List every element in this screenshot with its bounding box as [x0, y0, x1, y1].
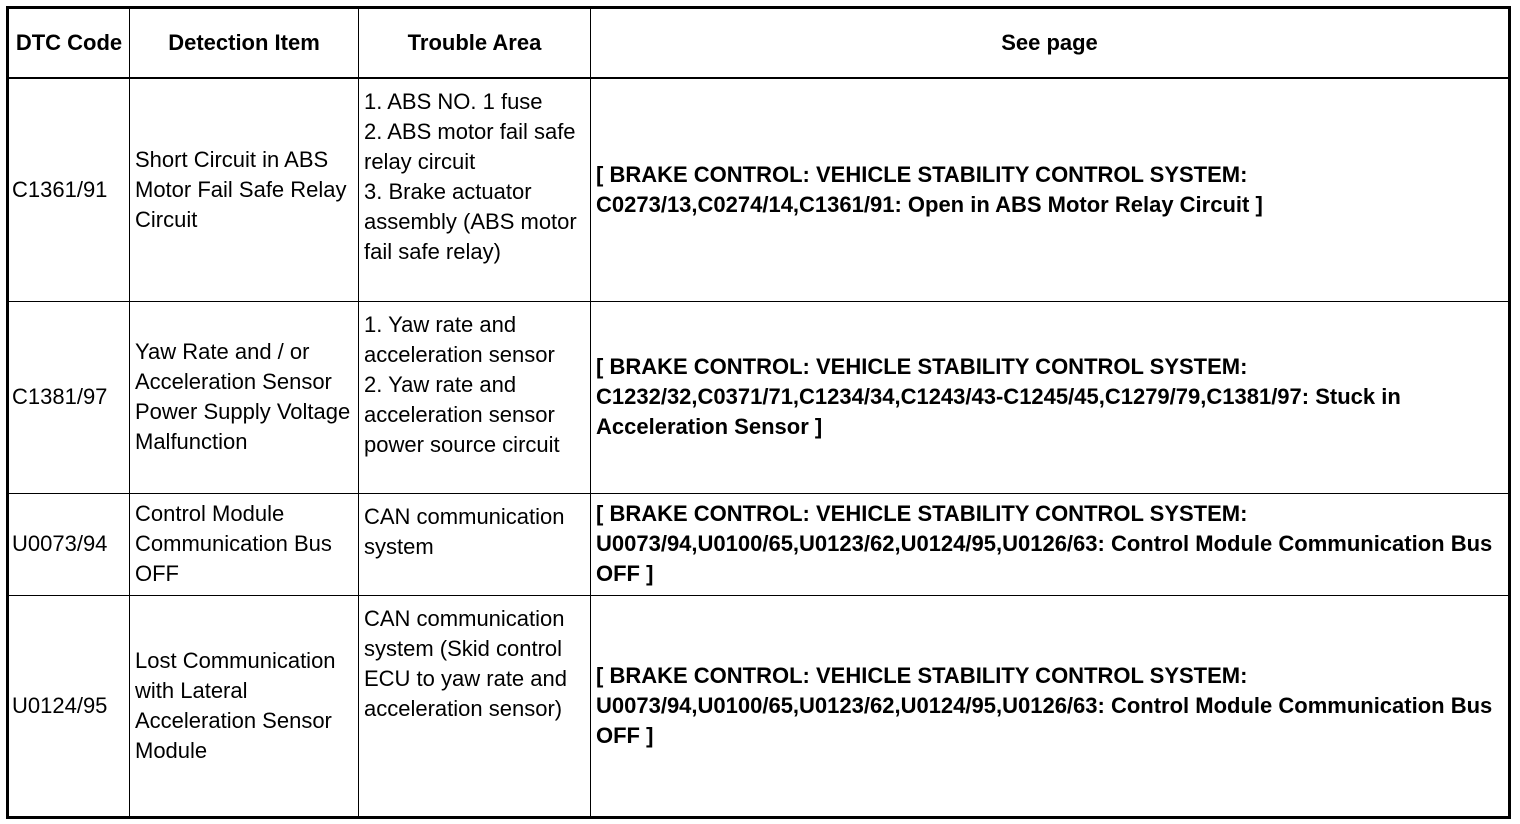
dtc-table	[6, 6, 1511, 819]
dtc-code-cell: C1361/91	[8, 78, 130, 301]
table-header	[8, 8, 1510, 79]
see-page-link[interactable]: [ BRAKE CONTROL: VEHICLE STABILITY CONTROL SYSTEM: U0073/94,U0100/65,U0123/62,U0124/95,U0126/63: Control Module Communication Bus OFF ]	[591, 595, 1510, 817]
detection-item-cell: Yaw Rate and / or Acceleration Sensor Power Supply Voltage Malfunction	[130, 301, 359, 493]
see-page-link[interactable]: [ BRAKE CONTROL: VEHICLE STABILITY CONTROL SYSTEM: U0073/94,U0100/65,U0123/62,U0124/95,U0126/63: Control Module Communication Bus OFF ]	[591, 493, 1510, 595]
detection-item-cell: Control Module Communication Bus OFF	[130, 493, 359, 595]
dtc-code-cell: C1381/97	[8, 301, 130, 493]
trouble-area-item: 1. Yaw rate and acceleration sensor	[364, 311, 555, 367]
dtc-code-cell: U0073/94	[8, 493, 130, 595]
header-row	[8, 8, 1510, 79]
header-see-page: See page	[591, 8, 1510, 79]
trouble-area-item: 1. ABS NO. 1 fuse	[364, 89, 543, 114]
header-detection-item: Detection Item	[130, 8, 359, 79]
trouble-area-item: CAN communication system (Skid control ECU to yaw rate and acceleration sensor)	[364, 605, 567, 721]
table-row	[8, 493, 1510, 595]
detection-item-cell: Short Circuit in ABS Motor Fail Safe Relay Circuit	[130, 78, 359, 301]
header-trouble-area: Trouble Area	[359, 8, 591, 79]
trouble-area-cell	[359, 493, 591, 595]
trouble-area-item: 3. Brake actuator assembly (ABS motor fail safe relay)	[364, 179, 577, 264]
trouble-area-cell	[359, 78, 591, 301]
table-body	[8, 78, 1510, 817]
table-row	[8, 78, 1510, 301]
header-dtc-code: DTC Code	[8, 8, 130, 79]
table-row	[8, 595, 1510, 817]
table-row	[8, 301, 1510, 493]
trouble-area-cell	[359, 595, 591, 817]
see-page-link[interactable]: [ BRAKE CONTROL: VEHICLE STABILITY CONTROL SYSTEM: C0273/13,C0274/14,C1361/91: Open in ABS Motor Relay Circuit ]	[591, 78, 1510, 301]
trouble-area-cell	[359, 301, 591, 493]
trouble-area-item: 2. ABS motor fail safe relay circuit	[364, 119, 576, 174]
trouble-area-item: 2. Yaw rate and acceleration sensor power source circuit	[364, 371, 560, 457]
detection-item-cell: Lost Communication with Lateral Acceleration Sensor Module	[130, 595, 359, 817]
see-page-link[interactable]: [ BRAKE CONTROL: VEHICLE STABILITY CONTROL SYSTEM: C1232/32,C0371/71,C1234/34,C1243/43-C1245/45,C1279/79,C1381/97: Stuck in Acceleration Sensor ]	[591, 301, 1510, 493]
dtc-code-cell: U0124/95	[8, 595, 130, 817]
trouble-area-item: CAN communication system	[364, 503, 565, 559]
